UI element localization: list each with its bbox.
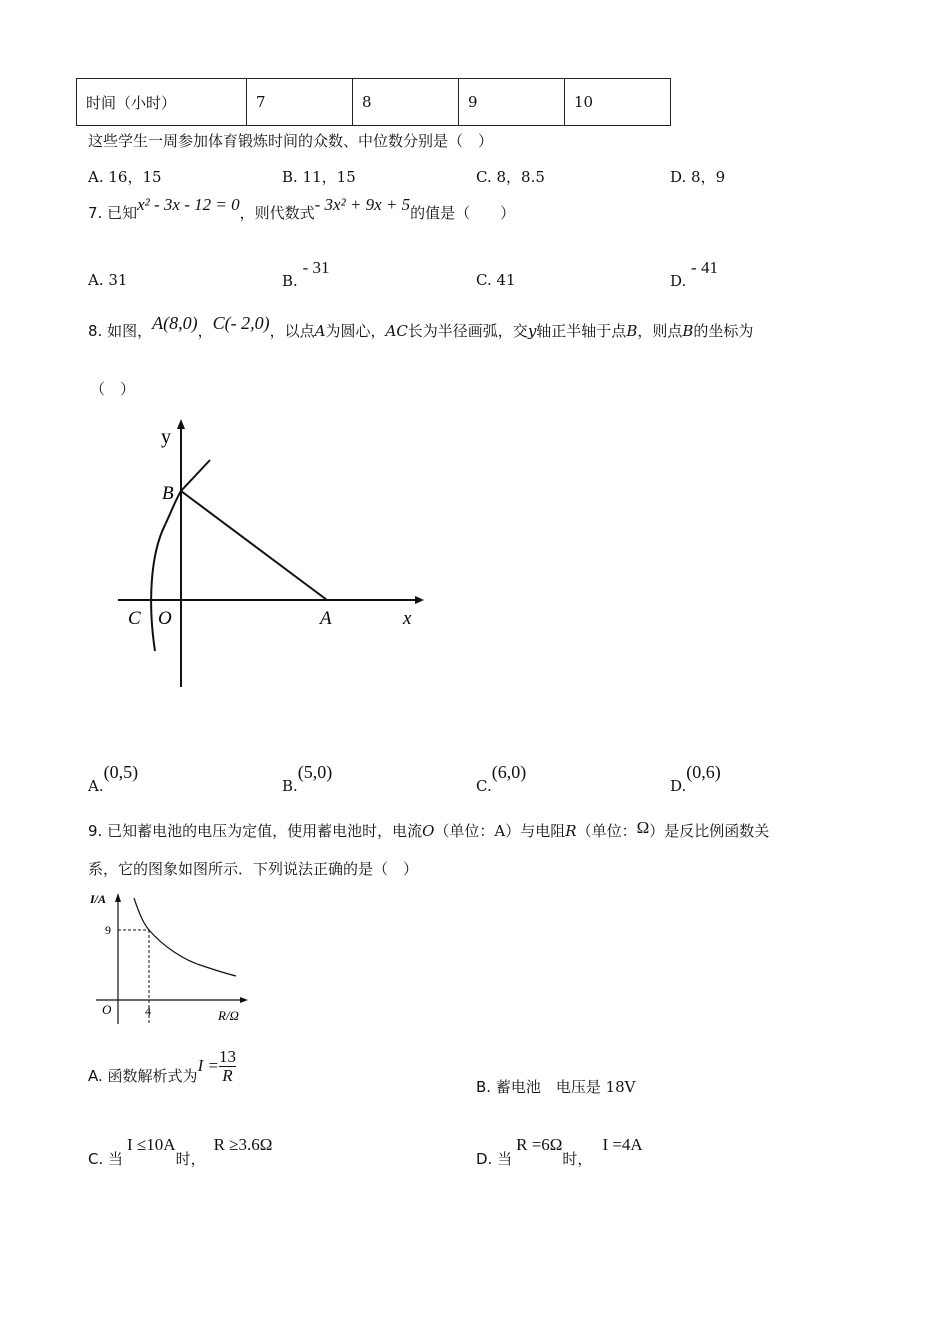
q8-text: 长为半径画弧，交 — [407, 322, 528, 340]
option-label: A. — [88, 1066, 108, 1085]
q9-option-c[interactable] — [88, 1134, 273, 1168]
option-label: B. — [282, 777, 298, 795]
option-label: C. — [476, 777, 492, 795]
option-label: B. — [282, 272, 298, 290]
q7-option-a[interactable]: A. 31 — [88, 271, 128, 289]
option-label: C. — [88, 1150, 109, 1168]
table-cell: 8 — [353, 79, 459, 126]
q7-text: ，则代数式 — [239, 204, 315, 222]
label-b: B — [162, 483, 174, 504]
origin-label: O — [102, 1002, 112, 1017]
label-x: x — [403, 608, 412, 629]
option-label: D. — [670, 777, 687, 795]
q9-var: O — [422, 822, 435, 840]
option-math: I =4A — [602, 1135, 643, 1154]
option-math: I ≤10A — [127, 1135, 176, 1154]
q9-number: 9. — [88, 822, 103, 840]
option-label: D. — [670, 272, 687, 290]
y-axis-arrow — [177, 419, 185, 429]
q8-text: ，则点 — [637, 322, 683, 340]
q9-stem — [88, 820, 769, 841]
denominator: R — [219, 1066, 236, 1085]
point-a: A(8,0) — [152, 313, 198, 333]
q8-text: ，以点 — [269, 322, 315, 340]
q7-text: 的值是（ ） — [410, 204, 516, 222]
table-cell: 9 — [459, 79, 565, 126]
label-a: A — [320, 608, 332, 629]
q8-option-b[interactable] — [282, 762, 333, 795]
fraction — [219, 1048, 236, 1085]
option-text: 蓄电池 电压是 18V — [495, 1078, 636, 1096]
q7-stem — [88, 195, 516, 223]
q8-stem — [88, 313, 754, 341]
q8-var: AC — [385, 322, 408, 340]
option-value: (0,5) — [103, 762, 139, 782]
table-cell: 时间（小时） — [77, 79, 247, 126]
option-value: (0,6) — [686, 762, 721, 782]
q7-expression: - 3x² + 9x + 5 — [314, 195, 411, 214]
q8-answer-paren: （ ） — [90, 380, 136, 398]
numerator: 13 — [218, 1047, 236, 1066]
option-text: 时， — [175, 1150, 206, 1168]
option-label: D. — [476, 1150, 498, 1168]
q6-option-a[interactable]: A. 16，15 — [88, 168, 162, 186]
ylabel: I/A — [90, 892, 107, 906]
q9-omega: Ω — [636, 818, 650, 837]
q9-option-b[interactable] — [476, 1076, 636, 1097]
q9-option-a[interactable] — [88, 1047, 236, 1087]
label-c: C — [128, 608, 141, 629]
option-text: 时， — [562, 1150, 593, 1168]
q8-var: y — [527, 322, 537, 340]
label-o: O — [158, 608, 172, 629]
y-tick-label: 9 — [105, 923, 111, 937]
option-text: 函数解析式为 — [107, 1066, 198, 1085]
q6-option-c[interactable]: C. 8，8.5 — [476, 168, 545, 186]
option-math: I = — [197, 1055, 219, 1075]
q9-text: 已知蓄电池的电压为定值，使用蓄电池时，电流 — [107, 822, 423, 840]
option-label: B. — [476, 1078, 496, 1096]
q7-option-c[interactable]: C. 41 — [476, 271, 516, 289]
option-value: - 31 — [302, 258, 330, 277]
option-text: 当 — [108, 1150, 124, 1168]
q6-option-b[interactable]: B. 11，15 — [282, 168, 356, 186]
q8-var: A — [314, 322, 326, 340]
q9-text: （单位：A）与电阻 — [434, 822, 566, 840]
x-axis-arrow — [415, 596, 424, 604]
q7-option-d[interactable] — [670, 258, 718, 290]
data-table — [76, 78, 671, 126]
segment-ab — [181, 491, 327, 600]
q9-graph — [88, 888, 258, 1030]
q8-text: 的坐标为 — [693, 322, 754, 340]
xlabel: R/Ω — [218, 1008, 239, 1023]
q8-option-c[interactable] — [476, 762, 527, 795]
q7-text: 已知 — [107, 204, 138, 222]
table-cell: 10 — [565, 79, 671, 126]
q7-number: 7. — [88, 204, 103, 222]
option-math: R =6Ω — [516, 1135, 563, 1154]
r-axis-arrow — [240, 997, 248, 1003]
table-row — [77, 79, 671, 126]
option-value: - 41 — [691, 258, 718, 277]
q8-text: 轴正半轴于点 — [536, 322, 627, 340]
q8-var: B — [626, 322, 638, 340]
q8-option-a[interactable] — [88, 762, 139, 795]
q8-text: 为圆心， — [325, 322, 386, 340]
option-text: 当 — [497, 1150, 513, 1168]
option-value: (6,0) — [491, 762, 527, 782]
q9-stem-line2: 系，它的图象如图所示．下列说法正确的是（ ） — [88, 860, 419, 878]
point-c: C(- 2,0) — [212, 313, 270, 333]
q8-text: 如图， — [107, 322, 153, 340]
q6-stem: 这些学生一周参加体育锻炼时间的众数、中位数分别是（ ） — [88, 132, 494, 150]
q7-equation: x² - 3x - 12 = 0 — [137, 195, 240, 214]
q9-text: （单位： — [576, 822, 637, 840]
option-math: R ≥3.6Ω — [213, 1135, 273, 1154]
q9-var: R — [565, 822, 577, 840]
label-y: y — [161, 426, 171, 448]
table-cell: 7 — [247, 79, 353, 126]
q8-text: ， — [197, 322, 213, 340]
x-tick-label: 4 — [145, 1004, 151, 1018]
q7-option-b[interactable] — [282, 258, 330, 290]
option-value: (5,0) — [297, 762, 333, 782]
q8-var: B — [682, 322, 694, 340]
q9-text: ）是反比例函数关 — [649, 822, 770, 840]
q9-option-d[interactable] — [476, 1134, 643, 1168]
q8-figure — [110, 415, 430, 695]
i-axis-arrow — [115, 893, 121, 902]
q6-option-d[interactable]: D. 8，9 — [670, 168, 726, 186]
option-label: A. — [88, 777, 104, 795]
q8-number: 8. — [88, 322, 103, 340]
q8-option-d[interactable] — [670, 762, 721, 795]
